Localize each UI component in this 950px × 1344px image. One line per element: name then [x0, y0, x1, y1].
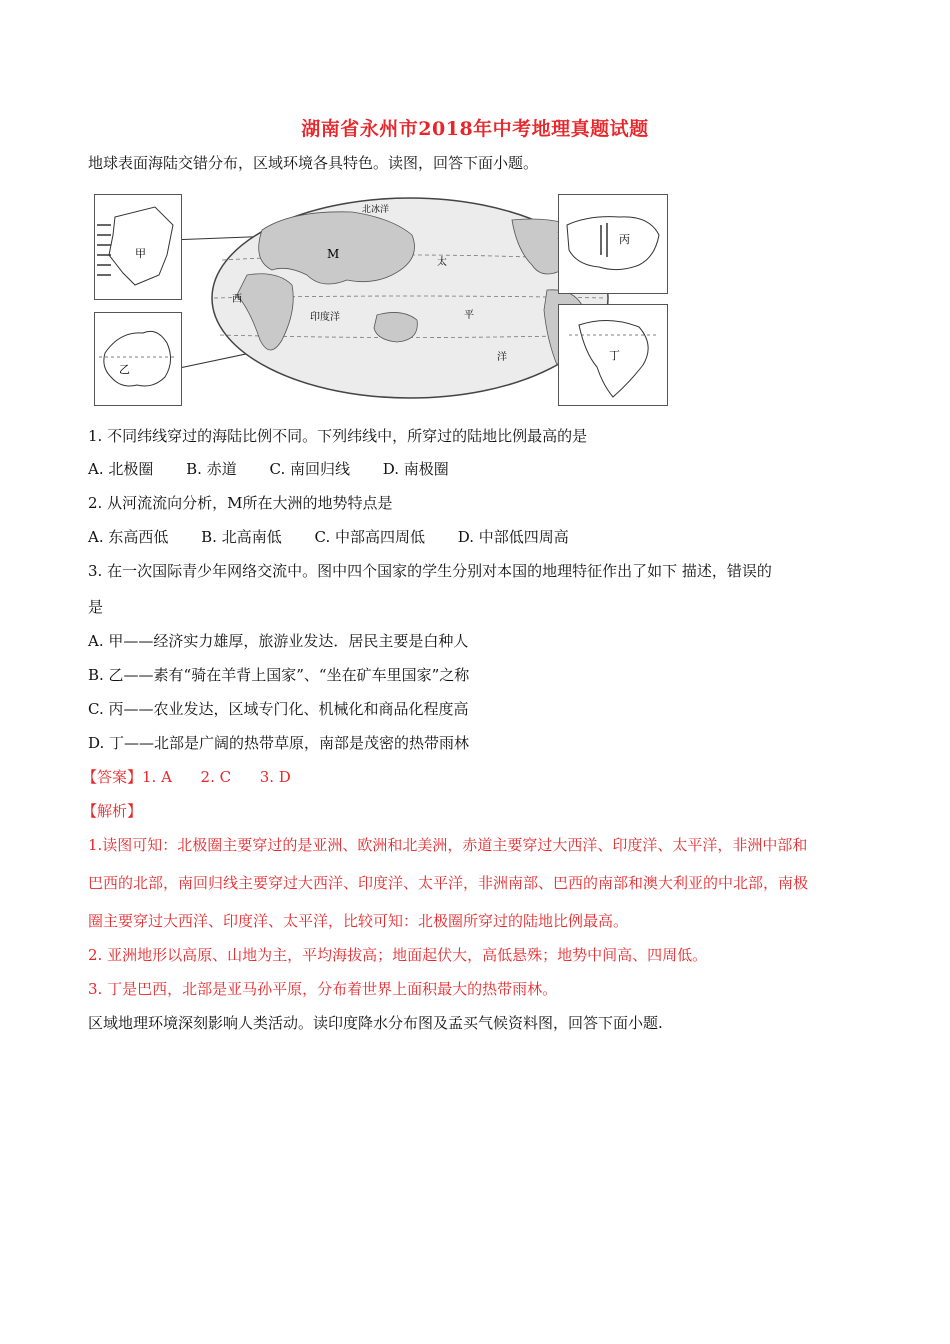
q3-option-b: B. 乙——素有“骑在羊背上国家”、“坐在矿车里国家”之称	[88, 666, 470, 684]
label-atlantic-xi: 西	[232, 294, 242, 305]
answer-line	[82, 766, 291, 787]
q1-option-d: D. 南极圈	[382, 460, 449, 478]
inset-yi	[94, 312, 182, 406]
q2-option-c: C. 中部高四周低	[314, 528, 425, 546]
label-jia: 甲	[135, 247, 146, 260]
question-3-stem-line-1: 3. 在一次国际青少年网络交流中。图中四个国家的学生分别对本国的地理特征作出了如下 描述，错误的	[88, 562, 772, 580]
label-yi: 乙	[119, 363, 130, 376]
q2-option-b: B. 北高南低	[201, 528, 282, 546]
inset-bing	[558, 194, 668, 294]
question-1-stem: 1. 不同纬线穿过的海陆比例不同。下列纬线中，所穿过的陆地比例最高的是	[88, 427, 588, 445]
question-3-stem-line-2: 是	[88, 598, 104, 616]
page-title: 湖南省永州市2018年中考地理真题试题	[301, 118, 649, 140]
q3-option-d: D. 丁——北部是广阔的热带草原，南部是茂密的热带雨林	[88, 734, 470, 752]
label-pacific-2: 平	[464, 310, 474, 321]
question-1-options	[88, 458, 449, 479]
analysis-line-4: 2. 亚洲地形以高原、山地为主，平均海拔高；地面起伏大，高低悬殊；地势中间高、四周低。	[88, 946, 708, 964]
label-indian: 印度洋	[310, 312, 340, 323]
label-bing: 丙	[619, 233, 630, 246]
analysis-label: 【解析】	[82, 802, 143, 820]
label-ding: 丁	[609, 349, 620, 362]
q3-option-a: A. 甲——经济实力雄厚，旅游业发达．居民主要是白种人	[88, 632, 469, 650]
analysis-line-5: 3. 丁是巴西，北部是亚马孙平原，分布着世界上面积最大的热带雨林。	[88, 980, 558, 998]
q3-option-c: C. 丙——农业发达，区域专门化、机械化和商品化程度高	[88, 700, 469, 718]
q2-option-d: D. 中部低四周高	[457, 528, 569, 546]
question-2-options	[88, 526, 569, 547]
closing-text: 区域地理环境深刻影响人类活动。读印度降水分布图及孟买气候资料图，回答下面小题.	[88, 1014, 663, 1032]
inset-jia	[94, 194, 182, 300]
q1-option-c: C. 南回归线	[269, 460, 350, 478]
q1-option-a: A. 北极圈	[88, 460, 154, 478]
label-pacific-3: 洋	[497, 352, 507, 363]
q1-option-b: B. 赤道	[186, 460, 237, 478]
answer-label: 【答案】	[82, 768, 143, 786]
label-M: M	[327, 247, 340, 261]
analysis-line-3: 圈主要穿过大西洋、印度洋、太平洋，比较可知：北极圈所穿过的陆地比例最高。	[88, 912, 629, 930]
question-2-stem: 2. 从河流流向分析，M所在大洲的地势特点是	[88, 494, 393, 512]
q2-option-a: A. 东高西低	[88, 528, 169, 546]
answer-text: 1. A 2. C 3. D	[142, 768, 291, 786]
label-pacific-1: 太	[437, 257, 447, 268]
intro-text: 地球表面海陆交错分布，区域环境各具特色。读图，回答下面小题。	[88, 154, 539, 172]
analysis-line-1: 1.读图可知：北极圈主要穿过的是亚洲、欧洲和北美洲，赤道主要穿过大西洋、印度洋、太平洋，非洲中部和	[88, 836, 808, 854]
inset-ding	[558, 304, 668, 406]
analysis-line-2: 巴西的北部，南回归线主要穿过大西洋、印度洋、太平洋，非洲南部、巴西的南部和澳大利亚的中北部，南极	[88, 874, 809, 892]
world-map-figure	[92, 190, 672, 408]
label-arctic: 北冰洋	[362, 205, 390, 215]
